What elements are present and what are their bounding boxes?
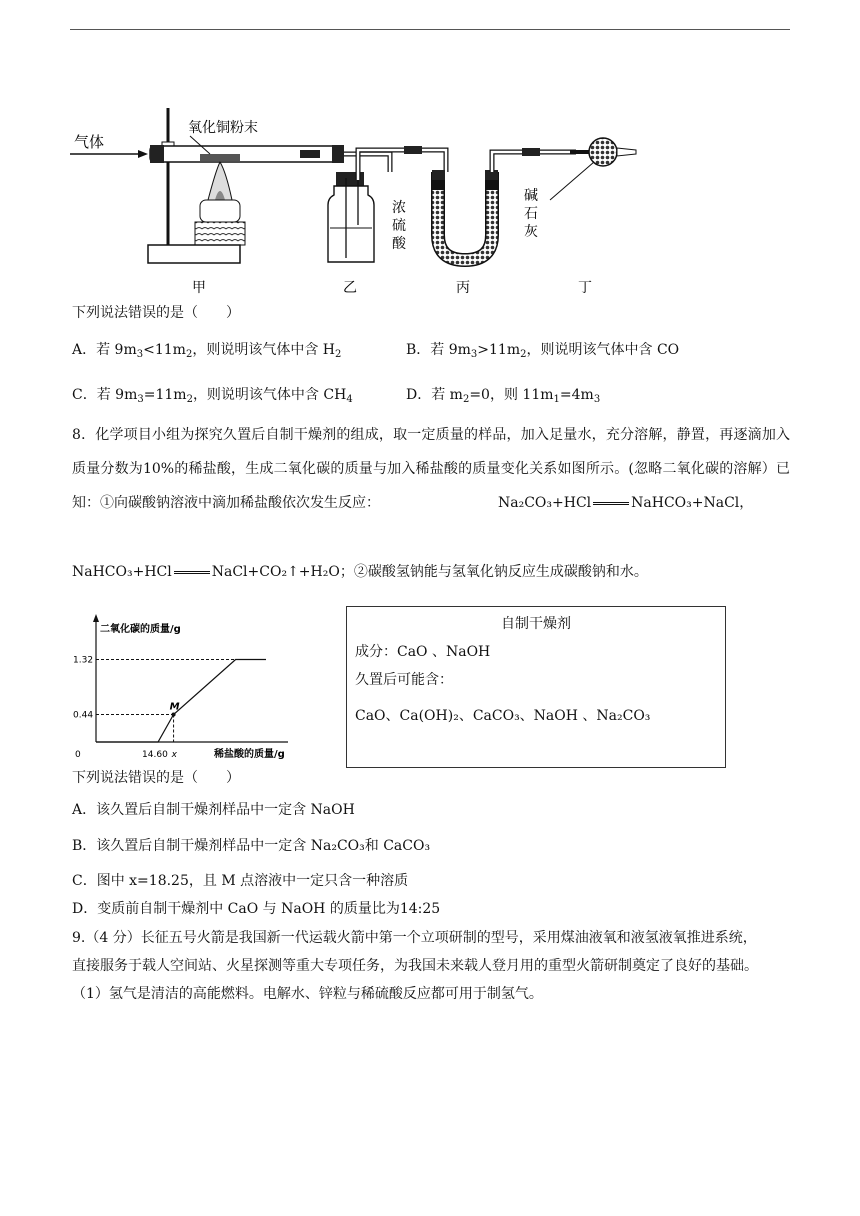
- q7-option-b: B．若 $9m_3>11m_2$，则说明该气体中含 CO: [406, 342, 680, 360]
- q8-option-d: D．变质前自制干燥剂中 CaO 与 NaOH 的质量比为14:25: [72, 901, 441, 917]
- co2-chart: [72, 608, 302, 760]
- q8-prompt: 下列说法错误的是（ ）: [72, 770, 240, 786]
- h2so4-label-2: 硫: [392, 218, 406, 234]
- desiccant-box: [346, 606, 726, 768]
- station-ding: 丁: [578, 280, 592, 296]
- q7-prompt: 下列说法错误的是（ ）: [72, 305, 240, 321]
- point-m: [172, 713, 176, 717]
- q8-option-c: C．图中 x=18.25，且 M 点溶液中一定只含一种溶质: [72, 873, 409, 889]
- q8-option-b: B．该久置后自制干燥剂样品中一定含 Na₂CO₃和 CaCO₃: [72, 838, 431, 854]
- station-yi: 乙: [343, 280, 357, 296]
- header-rule: [70, 29, 790, 30]
- y-tick-label: 0.44: [73, 710, 94, 721]
- y-tick-label: 1.32: [73, 655, 94, 666]
- h2so4-label-3: 酸: [392, 236, 406, 252]
- q8-intro: 8．化学项目小组为探究久置后自制干燥剂的组成，取一定质量的样品，加入足量水，充分溶解，静置，再逐滴加入质量分数为10%的稀盐酸，生成二氧化碳的质量与加入稀盐酸的质量变化关系如图所示。(忽略二氧化碳的溶解）已知：①向碳酸钠溶液中滴加稀盐酸依次发生反应：: [72, 427, 790, 511]
- y-axis-arrow: [93, 614, 99, 622]
- x-axis-label: 稀盐酸的质量/g: [214, 749, 285, 760]
- q8-eq2: NaHCO₃+HCl NaCl+CO₂↑+H₂O；②碳酸氢钠能与氢氧化钠反应生成碳酸钠和水。: [72, 564, 648, 580]
- q7-option-a: A．若 $9m_3<11m_2$，则说明该气体中含 $H_2$: [72, 342, 342, 360]
- cuo-label: 氧化铜粉末: [188, 120, 258, 136]
- q9-line-1: 9.（4 分）长征五号火箭是我国新一代运载火箭中第一个立项研制的型号，采用煤油液氧和液氢液氧推进系统，: [72, 930, 757, 946]
- x-tick-label: 14.60: [142, 750, 168, 760]
- desiccant-title: 自制干燥剂: [501, 616, 571, 632]
- q7-option-c: C．若 $9m_3=11m_2$，则说明该气体中含 $CH_4$: [72, 387, 353, 405]
- apparatus-diagram: [70, 100, 650, 300]
- lime-label-1: 碱: [524, 188, 538, 204]
- series-line: [96, 660, 266, 743]
- station-jia: 甲: [192, 280, 206, 296]
- y-axis-label: 二氧化碳的质量/g: [100, 624, 181, 635]
- gas-label: 气体: [74, 133, 105, 151]
- q9-line-2: 直接服务于载人空间站、火星探测等重大专项任务，为我国未来载人登月用的重型火箭研制奠定了良好的基础。: [72, 958, 758, 974]
- h2so4-label-1: 浓: [392, 200, 406, 216]
- q7-option-d: D．若 $m_2=0$，则 $11m_1=4m_3$: [406, 387, 601, 405]
- desiccant-composition: 成分：CaO 、NaOH: [355, 644, 491, 660]
- desiccant-after-label: 久置后可能含：: [355, 672, 453, 688]
- lime-label-3: 灰: [524, 224, 538, 240]
- station-bing: 丙: [456, 280, 470, 296]
- lime-label-2: 石: [524, 206, 538, 222]
- desiccant-possible: CaO、Ca(OH)₂、CaCO₃、NaOH 、Na₂CO₃: [355, 708, 651, 724]
- point-m-label: M: [169, 701, 180, 713]
- q8-option-a: A．该久置后自制干燥剂样品中一定含 NaOH: [72, 802, 355, 818]
- x-tick-label: x: [171, 750, 177, 760]
- origin-label: 0: [75, 750, 81, 760]
- q8-eq1: Na₂CO₃+HCl NaHCO₃+NaCl，: [498, 495, 754, 511]
- q9-line-3: （1）氢气是清洁的高能燃料。电解水、锌粒与稀硫酸反应都可用于制氢气。: [72, 986, 543, 1002]
